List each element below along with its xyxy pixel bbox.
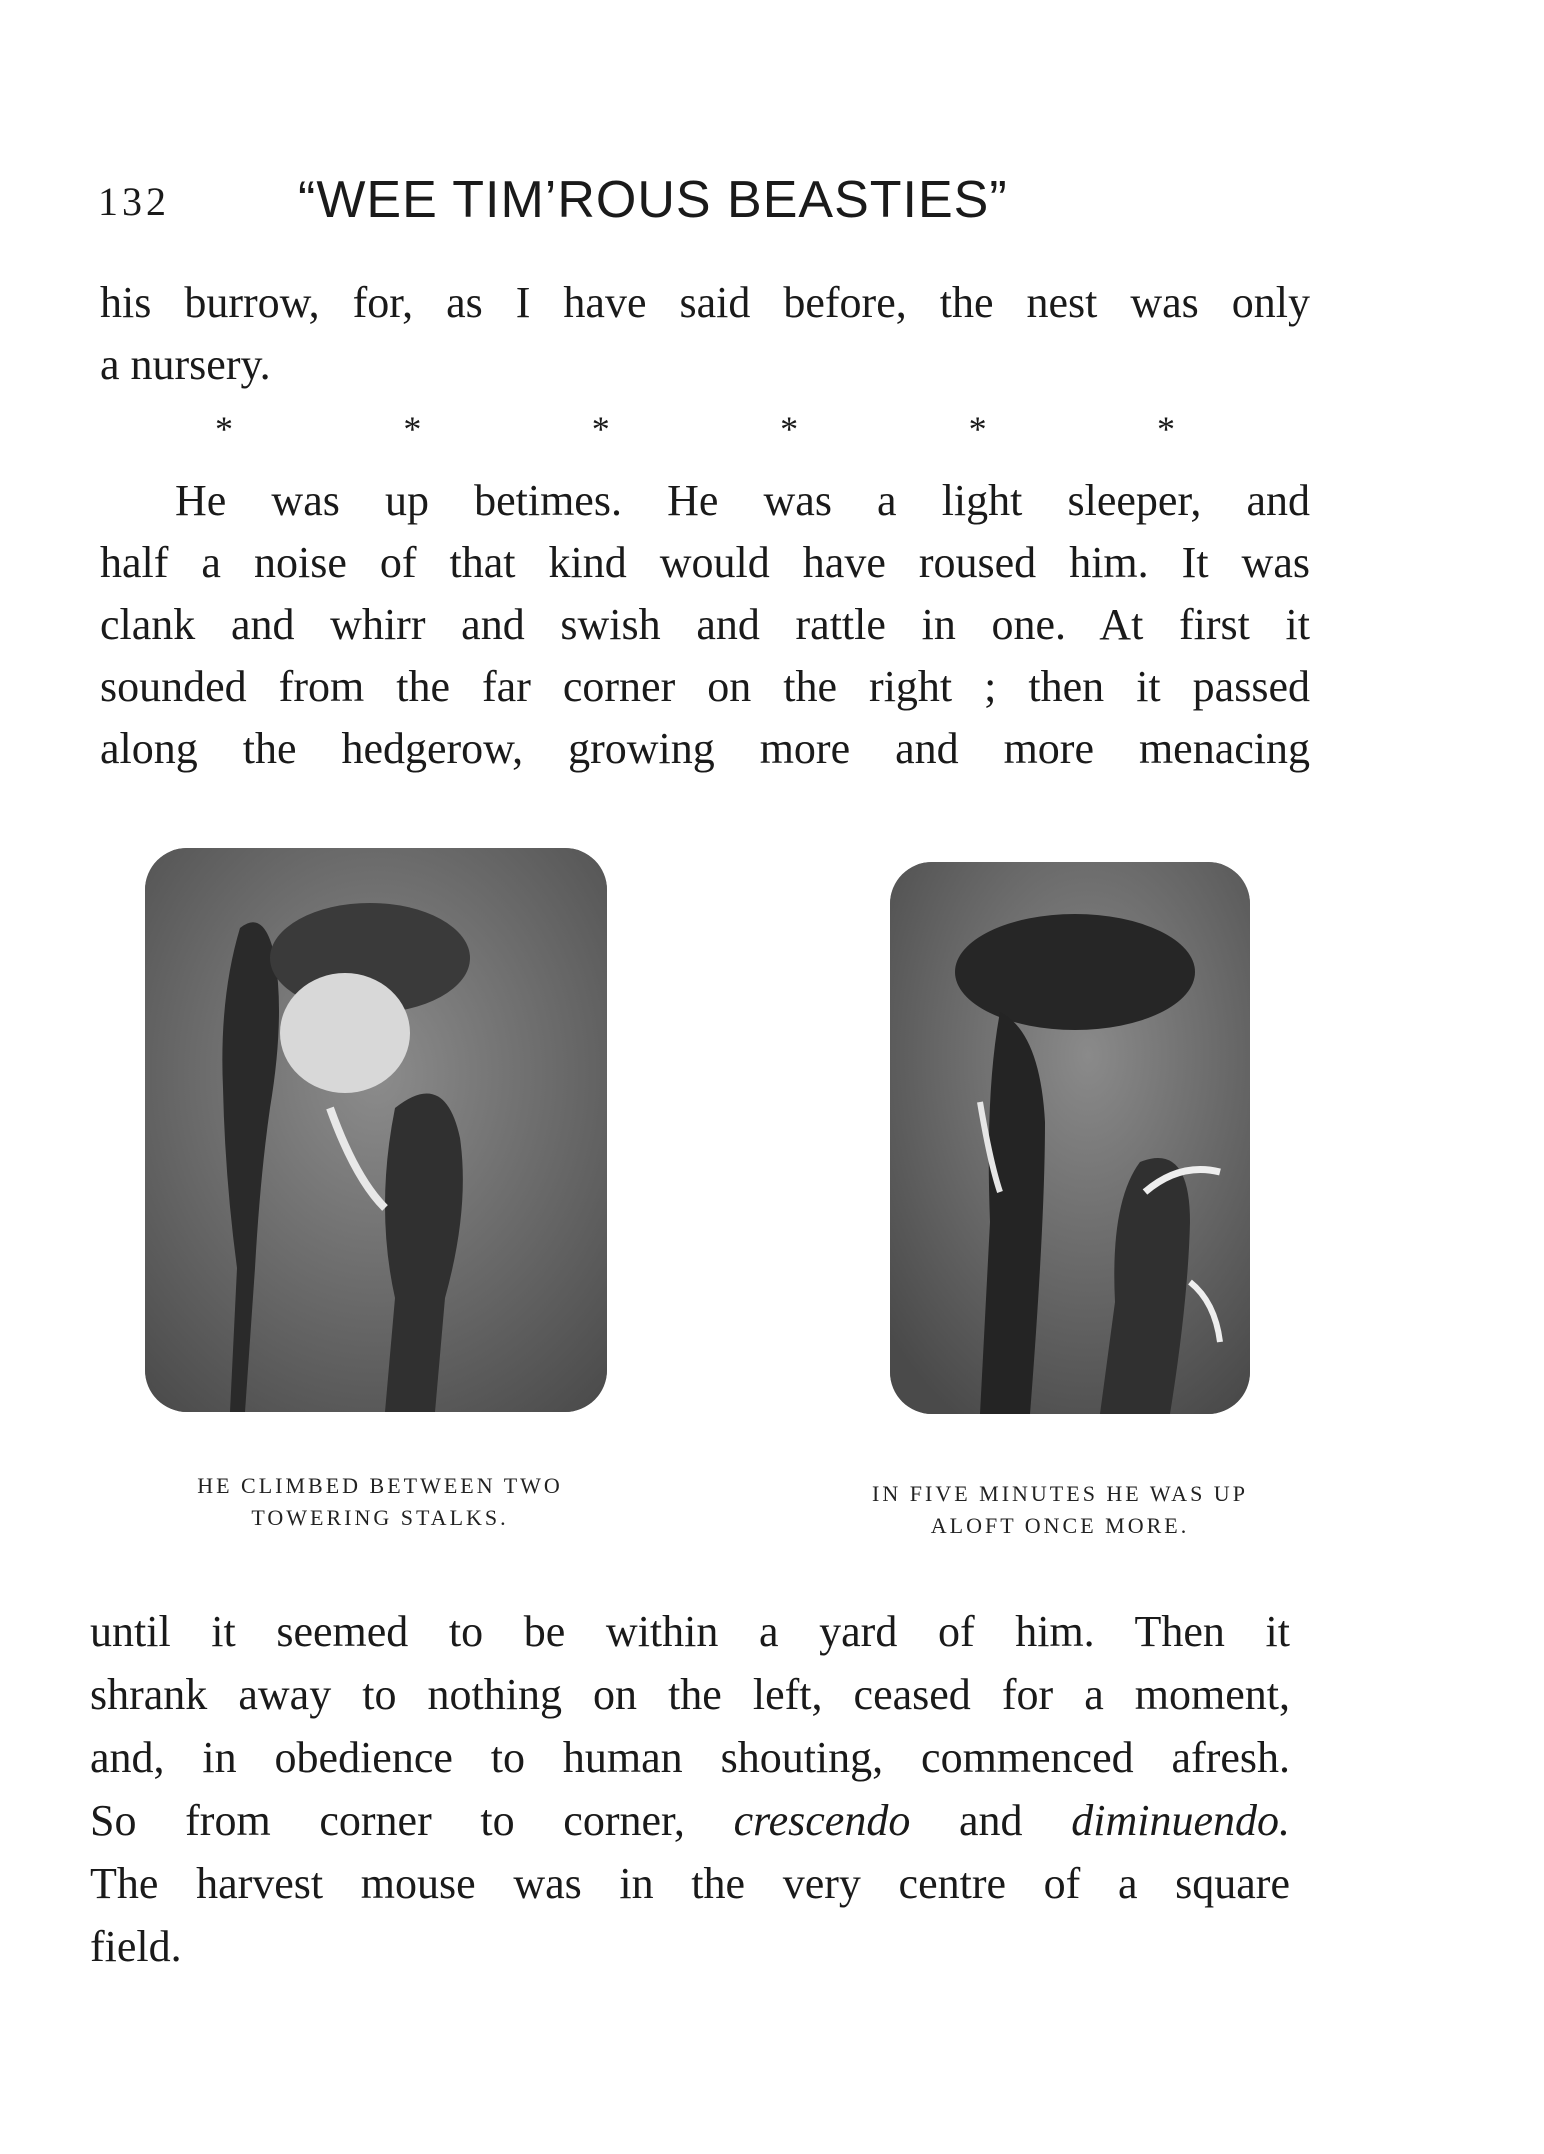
mouse-aloft-image bbox=[890, 862, 1250, 1414]
mouse-on-wheat-image bbox=[145, 848, 607, 1412]
asterisk: * bbox=[780, 409, 799, 449]
section-separator bbox=[215, 408, 1175, 450]
text-line: clank and whirr and swish and rattle in one. At first it bbox=[100, 600, 1310, 649]
running-title: “WEE TIM’ROUS BEASTIES” bbox=[298, 171, 1008, 229]
text-line: along the hedgerow, growing more and more menacing bbox=[100, 724, 1310, 773]
page-number: 132 bbox=[98, 179, 170, 224]
text-line: He was up betimes. He was a light sleeper, and bbox=[175, 476, 1310, 525]
text-line: a nursery. bbox=[100, 340, 271, 389]
text-line: and, in obedience to human shouting, commenced afresh. bbox=[90, 1733, 1290, 1782]
caption-left bbox=[135, 1470, 625, 1534]
asterisk: * bbox=[403, 409, 422, 449]
italic-term: crescendo bbox=[733, 1796, 911, 1845]
italic-term: diminuendo. bbox=[1071, 1796, 1291, 1845]
text-line: sounded from the far corner on the right ; then it passed bbox=[100, 662, 1310, 711]
text-line: until it seemed to be within a yard of him. Then it bbox=[90, 1607, 1290, 1656]
caption-right bbox=[795, 1478, 1325, 1542]
paragraph-bottom bbox=[90, 1600, 1290, 1978]
text-line: half a noise of that kind would have roused him. It was bbox=[100, 538, 1310, 587]
text-line: field. bbox=[90, 1922, 182, 1971]
running-head bbox=[98, 170, 1308, 240]
text-line: his burrow, for, as I have said before, the nest was only bbox=[100, 278, 1310, 327]
illustration-right bbox=[890, 862, 1250, 1414]
caption-line: TOWERING STALKS. bbox=[251, 1505, 509, 1530]
text-segment: So from corner to corner, bbox=[90, 1796, 685, 1845]
paragraph-main bbox=[100, 470, 1310, 780]
text-line: The harvest mouse was in the very centre of a square bbox=[90, 1859, 1290, 1908]
text-line: shrank away to nothing on the left, ceased for a moment, bbox=[90, 1670, 1290, 1719]
caption-line: ALOFT ONCE MORE. bbox=[930, 1513, 1190, 1538]
asterisk: * bbox=[1156, 409, 1175, 449]
illustration-left bbox=[145, 848, 607, 1412]
text-segment: and bbox=[959, 1796, 1023, 1845]
asterisk: * bbox=[591, 409, 610, 449]
text-line-italic-terms bbox=[90, 1789, 1290, 1852]
caption-line: HE CLIMBED BETWEEN TWO bbox=[197, 1473, 563, 1498]
paragraph-top bbox=[100, 272, 1310, 396]
caption-line: IN FIVE MINUTES HE WAS UP bbox=[872, 1481, 1248, 1506]
asterisk: * bbox=[968, 409, 987, 449]
asterisk: * bbox=[215, 409, 233, 449]
